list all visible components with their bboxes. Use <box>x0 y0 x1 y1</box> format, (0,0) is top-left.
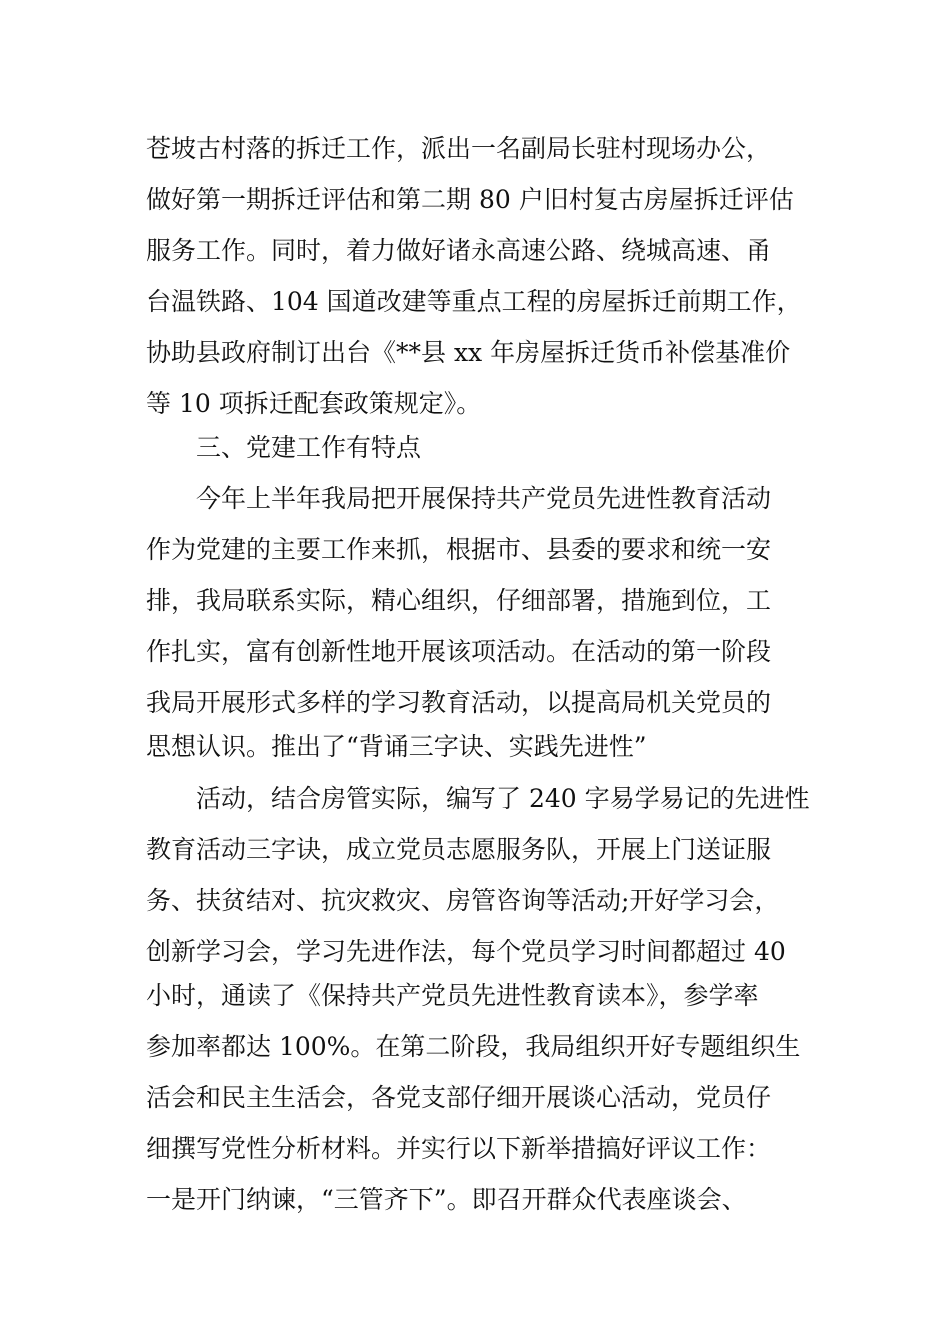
paragraph-line: 教育活动三字诀，成立党员志愿服务队，开展上门送证服 <box>146 835 772 864</box>
section-heading: 三、党建工作有特点 <box>196 433 422 462</box>
paragraph-line: 苍坡古村落的拆迁工作，派出一名副局长驻村现场办公， <box>146 134 772 163</box>
paragraph-line: 协助县政府制订出台《**县 xx 年房屋拆迁货币补偿基准价 <box>146 338 791 367</box>
paragraph-line: 等 10 项拆迁配套政策规定》。 <box>146 389 482 418</box>
paragraph-line: 作扎实，富有创新性地开展该项活动。在活动的第一阶段 <box>146 637 772 666</box>
paragraph-line: 一是开门纳谏，“三管齐下”。即召开群众代表座谈会、 <box>146 1185 747 1214</box>
paragraph-line: 我局开展形式多样的学习教育活动，以提高局机关党员的 <box>146 688 772 717</box>
paragraph-line: 服务工作。同时，着力做好诸永高速公路、绕城高速、甬 <box>146 236 772 265</box>
paragraph-line: 小时，通读了《保持共产党员先进性教育读本》，参学率 <box>146 981 759 1010</box>
paragraph-line: 作为党建的主要工作来抓，根据市、县委的要求和统一安 <box>146 535 772 564</box>
paragraph-line: 活动，结合房管实际，编写了 240 字易学易记的先进性 <box>196 784 810 813</box>
paragraph-line: 台温铁路、104 国道改建等重点工程的房屋拆迁前期工作， <box>146 287 802 316</box>
paragraph-line: 做好第一期拆迁评估和第二期 80 户旧村复古房屋拆迁评估 <box>146 185 794 214</box>
paragraph-line: 排，我局联系实际，精心组织，仔细部署，措施到位，工 <box>146 586 772 615</box>
paragraph-line: 参加率都达 100%。在第二阶段，我局组织开好专题组织生 <box>146 1032 801 1061</box>
paragraph-line: 活会和民主生活会，各党支部仔细开展谈心活动，党员仔 <box>146 1083 772 1112</box>
paragraph-line: 创新学习会，学习先进作法，每个党员学习时间都超过 40 <box>146 937 786 966</box>
paragraph-line: 细撰写党性分析材料。并实行以下新举措搞好评议工作： <box>146 1134 772 1163</box>
paragraph-line: 思想认识。推出了“背诵三字诀、实践先进性” <box>146 732 647 761</box>
paragraph-line: 务、扶贫结对、抗灾救灾、房管咨询等活动;开好学习会， <box>146 886 780 915</box>
paragraph-line: 今年上半年我局把开展保持共产党员先进性教育活动 <box>196 484 772 513</box>
